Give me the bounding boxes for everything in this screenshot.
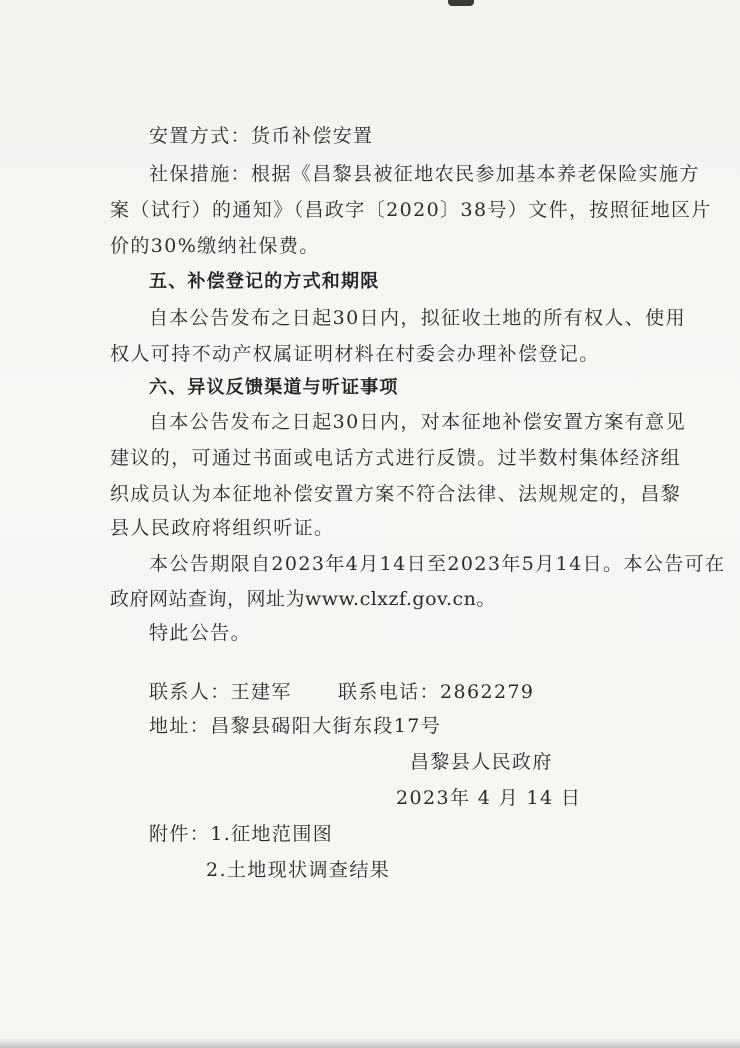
attachment-1: 附件：1.征地范围图	[149, 823, 334, 845]
closing-line: 特此公告。	[149, 622, 252, 644]
objection-line-2: 建议的，可通过书面或电话方式进行反馈。过半数村集体经济组	[110, 447, 682, 469]
registration-line-2: 权人可持不动产权属证明材料在村委会办理补偿登记。	[110, 343, 600, 365]
period-line-2: 政府网站查询，网址为www.clxzf.gov.cn。	[110, 588, 496, 610]
social-security-line-3: 价的30%缴纳社保费。	[110, 235, 320, 257]
section-six-heading: 六、异议反馈渠道与听证事项	[149, 377, 399, 398]
issue-date: 2023年 4 月 14 日	[396, 787, 582, 809]
objection-line-4: 县人民政府将组织听证。	[110, 517, 335, 539]
objection-line-3: 织成员认为本征地补偿安置方案不符合法律、法规规定的，昌黎	[110, 483, 682, 505]
attachment-2: 2.土地现状调查结果	[206, 859, 391, 881]
social-security-line-1: 社保措施：根据《昌黎县被征地农民参加基本养老保险实施方	[149, 163, 700, 185]
contact-person: 联系人：王建军	[149, 681, 292, 703]
social-security-line-2: 案（试行）的通知》（昌政字〔2020〕38号）文件，按照征地区片	[110, 199, 712, 221]
registration-line-1: 自本公告发布之日起30日内，拟征收土地的所有权人、使用	[149, 307, 686, 329]
period-line-1: 本公告期限自2023年4月14日至2023年5月14日。本公告可在	[149, 553, 726, 575]
objection-line-1: 自本公告发布之日起30日内，对本征地补偿安置方案有意见	[149, 411, 686, 433]
contact-phone: 联系电话：2862279	[338, 681, 535, 703]
contact-address: 地址：昌黎县碣阳大街东段17号	[149, 715, 442, 737]
scan-artifact	[448, 0, 474, 6]
scan-edge-shadow	[0, 1038, 740, 1048]
issuing-organization: 昌黎县人民政府	[410, 751, 553, 773]
section-five-heading: 五、补偿登记的方式和期限	[149, 271, 380, 292]
resettlement-method: 安置方式：货币补偿安置	[149, 125, 374, 147]
